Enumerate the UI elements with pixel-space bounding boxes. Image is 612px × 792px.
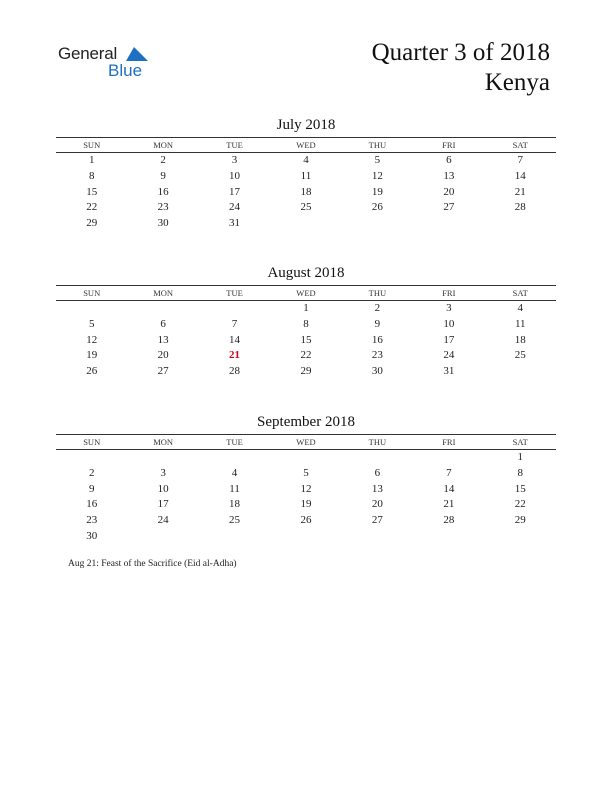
day-cell: 20 <box>371 498 383 511</box>
day-cell: 3 <box>446 302 452 314</box>
empty-day-cell <box>56 450 127 466</box>
day-cell: 31 <box>443 365 455 378</box>
empty-day-cell <box>342 216 413 232</box>
day-cell: 24 <box>157 514 169 527</box>
day-cell: 20 <box>443 185 455 198</box>
day-cell: 10 <box>229 169 241 182</box>
day-cell: 7 <box>517 154 523 166</box>
logo <box>58 44 168 84</box>
day-cell: 29 <box>300 365 312 378</box>
day-cell: 19 <box>371 185 383 198</box>
day-cell: 23 <box>157 201 169 214</box>
logo-blue-text: Blue <box>108 61 143 80</box>
day-cell: 12 <box>300 482 312 495</box>
weekday-header <box>56 285 556 301</box>
logo-triangle-icon <box>126 47 148 61</box>
day-cell: 24 <box>443 349 455 362</box>
week-row <box>56 513 556 529</box>
day-cell: 19 <box>300 498 312 511</box>
day-cell: 27 <box>157 365 169 378</box>
weekday-label: FRI <box>442 437 456 447</box>
day-cell: 3 <box>231 154 238 166</box>
weekday-label: TUE <box>226 437 243 447</box>
day-cell: 13 <box>443 169 455 182</box>
day-cell: 31 <box>229 217 241 230</box>
week-row <box>56 466 556 482</box>
empty-day-cell <box>199 301 270 317</box>
day-cell: 24 <box>229 201 241 214</box>
week-row <box>56 153 556 169</box>
week-row <box>56 301 556 317</box>
day-cell: 15 <box>514 482 526 495</box>
empty-day-cell <box>127 529 198 545</box>
day-cell: 22 <box>300 349 312 362</box>
empty-day-cell <box>199 450 270 466</box>
day-cell: 14 <box>443 482 455 495</box>
day-cell: 8 <box>88 169 95 182</box>
weekday-label: SUN <box>83 140 101 150</box>
month-title: September 2018 <box>257 414 355 430</box>
empty-day-cell <box>413 529 484 545</box>
day-cell: 28 <box>229 365 241 378</box>
empty-day-cell <box>270 529 341 545</box>
week-row <box>56 216 556 232</box>
month-grid <box>56 153 556 232</box>
day-cell: 18 <box>514 333 526 346</box>
weekday-label: THU <box>368 140 387 150</box>
day-cell: 22 <box>86 201 98 214</box>
day-cell: 28 <box>514 201 526 214</box>
day-cell: 25 <box>514 349 526 362</box>
month-august <box>56 264 556 380</box>
empty-day-cell <box>270 450 341 466</box>
empty-day-cell <box>270 216 341 232</box>
weekday-label: SAT <box>512 140 528 150</box>
day-cell: 9 <box>160 169 166 182</box>
weekday-label: SUN <box>83 437 101 447</box>
weekday-label: SAT <box>512 288 528 298</box>
day-cell: 30 <box>157 217 169 230</box>
day-cell: 10 <box>443 317 455 330</box>
day-cell: 6 <box>446 154 452 166</box>
day-cell: 13 <box>157 333 169 346</box>
empty-day-cell <box>413 216 484 232</box>
empty-day-cell <box>485 216 556 232</box>
day-cell: 23 <box>86 514 98 527</box>
week-row <box>56 482 556 498</box>
day-cell: 2 <box>88 466 95 479</box>
day-cell: 5 <box>88 317 95 330</box>
day-cell: 20 <box>157 349 169 362</box>
day-cell: 6 <box>160 317 166 330</box>
weekday-label: SAT <box>512 437 528 447</box>
day-cell: 21 <box>443 498 455 511</box>
day-cell: 16 <box>86 498 98 511</box>
weekday-label: MON <box>153 140 174 150</box>
week-row <box>56 348 556 364</box>
empty-day-cell <box>199 529 270 545</box>
weekday-header <box>56 137 556 153</box>
day-cell: 1 <box>517 451 523 463</box>
week-row <box>56 529 556 545</box>
weekday-label: WED <box>296 140 316 150</box>
week-row <box>56 497 556 513</box>
week-row <box>56 317 556 333</box>
weekday-label: THU <box>368 288 387 298</box>
day-cell: 11 <box>300 169 312 182</box>
day-cell: 2 <box>374 302 381 314</box>
day-cell: 23 <box>371 349 383 362</box>
day-cell: 12 <box>86 333 98 346</box>
page-title <box>372 38 550 98</box>
day-cell: 9 <box>374 317 381 330</box>
day-cell: 14 <box>229 333 241 346</box>
day-cell: 8 <box>517 466 523 479</box>
day-cell: 26 <box>300 514 312 527</box>
month-title: August 2018 <box>267 265 345 281</box>
quarter-title: Quarter 3 of 2018 <box>371 39 550 66</box>
day-cell: 25 <box>229 514 241 527</box>
day-cell: 5 <box>374 154 381 166</box>
day-cell: 17 <box>157 498 169 511</box>
weekday-label: TUE <box>226 288 243 298</box>
day-cell: 10 <box>157 482 169 495</box>
day-cell: 17 <box>229 185 241 198</box>
empty-day-cell <box>485 529 556 545</box>
day-cell: 19 <box>86 349 98 362</box>
week-row <box>56 333 556 349</box>
logo-general-text: General <box>58 44 118 63</box>
weekday-label: WED <box>296 288 316 298</box>
day-cell: 21 <box>514 185 526 198</box>
month-september <box>56 413 556 545</box>
empty-day-cell <box>485 364 556 380</box>
weekday-label: FRI <box>442 140 456 150</box>
day-cell: 25 <box>300 201 312 214</box>
empty-day-cell <box>56 301 127 317</box>
day-cell: 15 <box>300 333 312 346</box>
day-cell: 4 <box>303 154 309 166</box>
weekday-label: THU <box>368 437 387 447</box>
day-cell: 4 <box>231 466 238 479</box>
day-cell: 3 <box>160 466 166 479</box>
day-cell: 11 <box>514 317 526 330</box>
week-row <box>56 450 556 466</box>
day-cell: 26 <box>86 365 98 378</box>
weekday-label: MON <box>153 288 174 298</box>
day-cell: 16 <box>371 333 383 346</box>
day-cell: 4 <box>517 302 523 314</box>
weekday-header <box>56 434 556 450</box>
day-cell: 11 <box>229 482 240 495</box>
empty-day-cell <box>342 529 413 545</box>
empty-day-cell <box>413 450 484 466</box>
day-cell: 15 <box>86 185 98 198</box>
day-cell: 12 <box>371 169 383 182</box>
day-cell: 13 <box>371 482 383 495</box>
day-cell: 18 <box>229 498 241 511</box>
day-cell: 6 <box>374 466 381 479</box>
week-row <box>56 185 556 201</box>
day-cell: 1 <box>303 302 309 314</box>
day-cell: 22 <box>514 498 526 511</box>
weekday-label: MON <box>153 437 174 447</box>
day-cell: 18 <box>300 185 312 198</box>
day-cell: 26 <box>371 201 383 214</box>
day-cell: 1 <box>88 154 95 166</box>
weekday-label: TUE <box>226 140 243 150</box>
day-cell: 5 <box>303 466 309 479</box>
weekday-label: SUN <box>83 288 101 298</box>
month-grid <box>56 450 556 545</box>
empty-day-cell <box>127 450 198 466</box>
week-row <box>56 200 556 216</box>
day-cell: 8 <box>303 317 309 330</box>
month-grid <box>56 301 556 380</box>
holiday-day-cell: 21 <box>229 349 241 362</box>
day-cell: 7 <box>446 466 452 479</box>
day-cell: 2 <box>160 154 166 166</box>
day-cell: 9 <box>88 482 95 495</box>
empty-day-cell <box>127 301 198 317</box>
day-cell: 27 <box>443 201 455 214</box>
weekday-label: WED <box>296 437 316 447</box>
day-cell: 7 <box>231 317 238 330</box>
day-cell: 28 <box>443 514 455 527</box>
day-cell: 14 <box>514 169 526 182</box>
empty-day-cell <box>342 450 413 466</box>
month-july <box>56 116 556 232</box>
day-cell: 27 <box>371 514 383 527</box>
week-row <box>56 169 556 185</box>
week-row <box>56 364 556 380</box>
day-cell: 17 <box>443 333 455 346</box>
weekday-label: FRI <box>442 288 456 298</box>
country-title: Kenya <box>484 69 550 96</box>
day-cell: 29 <box>514 514 526 527</box>
day-cell: 30 <box>86 529 98 542</box>
day-cell: 29 <box>86 217 98 230</box>
holiday-note: Aug 21: Feast of the Sacrifice (Eid al-Adha) <box>68 559 237 569</box>
day-cell: 16 <box>157 185 169 198</box>
month-title: July 2018 <box>276 117 336 133</box>
day-cell: 30 <box>371 365 383 378</box>
